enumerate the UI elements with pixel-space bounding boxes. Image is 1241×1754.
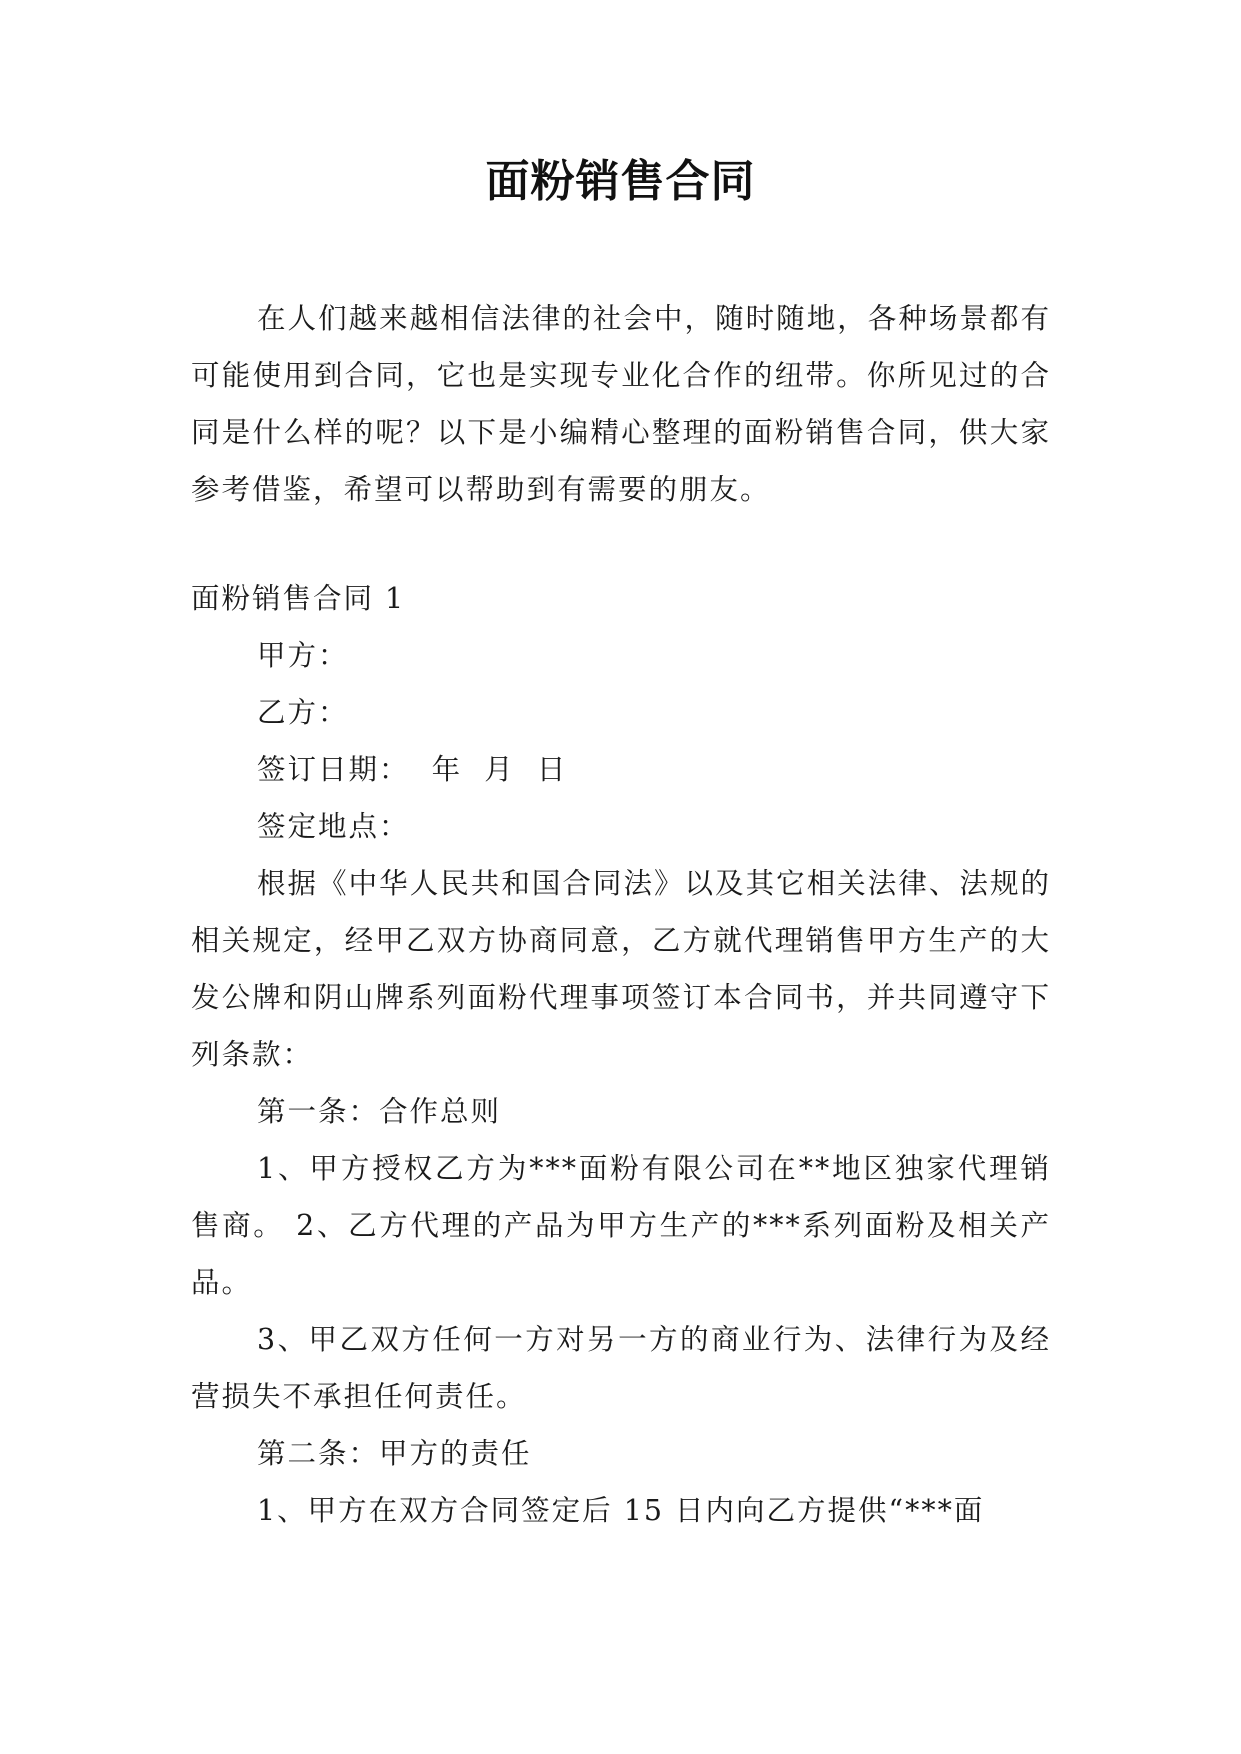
intro-paragraph: 在人们越来越相信法律的社会中，随时随地，各种场景都有可能使用到合同，它也是实现专业化合作的纽带。你所见过的合同是什么样的呢？以下是小编精心整理的面粉销售合同，供大家参考借鉴，希望可以帮助到有需要的朋友。 xyxy=(191,302,1051,506)
contract-section xyxy=(191,570,1051,1539)
article-1-clause-1-2: 1、甲方授权乙方为***面粉有限公司在**地区独家代理销售商。 2、乙方代理的产品为甲方生产的***系列面粉及相关产品。 xyxy=(191,1152,1051,1299)
document-title: 面粉销售合同 xyxy=(485,156,756,207)
article-2-heading: 第二条：甲方的责任 xyxy=(257,1437,532,1470)
article-2-clause-1: 1、甲方在双方合同签定后 15 日内向乙方提供“***面 xyxy=(257,1494,985,1527)
article-1-heading: 第一条：合作总则 xyxy=(257,1095,502,1128)
preamble-paragraph: 根据《中华人民共和国合同法》以及其它相关法律、法规的相关规定，经甲乙双方协商同意，乙方就代理销售甲方生产的大发公牌和阴山牌系列面粉代理事项签订本合同书，并共同遵守下列条款： xyxy=(191,867,1051,1071)
section-heading: 面粉销售合同 1 xyxy=(191,582,406,615)
signing-date-line: 签订日期： 年 月 日 xyxy=(257,753,568,786)
signing-place-line: 签定地点： xyxy=(257,810,410,843)
article-1-clause-3: 3、甲乙双方任何一方对另一方的商业行为、法律行为及经营损失不承担任何责任。 xyxy=(191,1323,1051,1413)
party-b-line: 乙方： xyxy=(257,696,349,729)
party-a-line: 甲方： xyxy=(257,639,349,672)
